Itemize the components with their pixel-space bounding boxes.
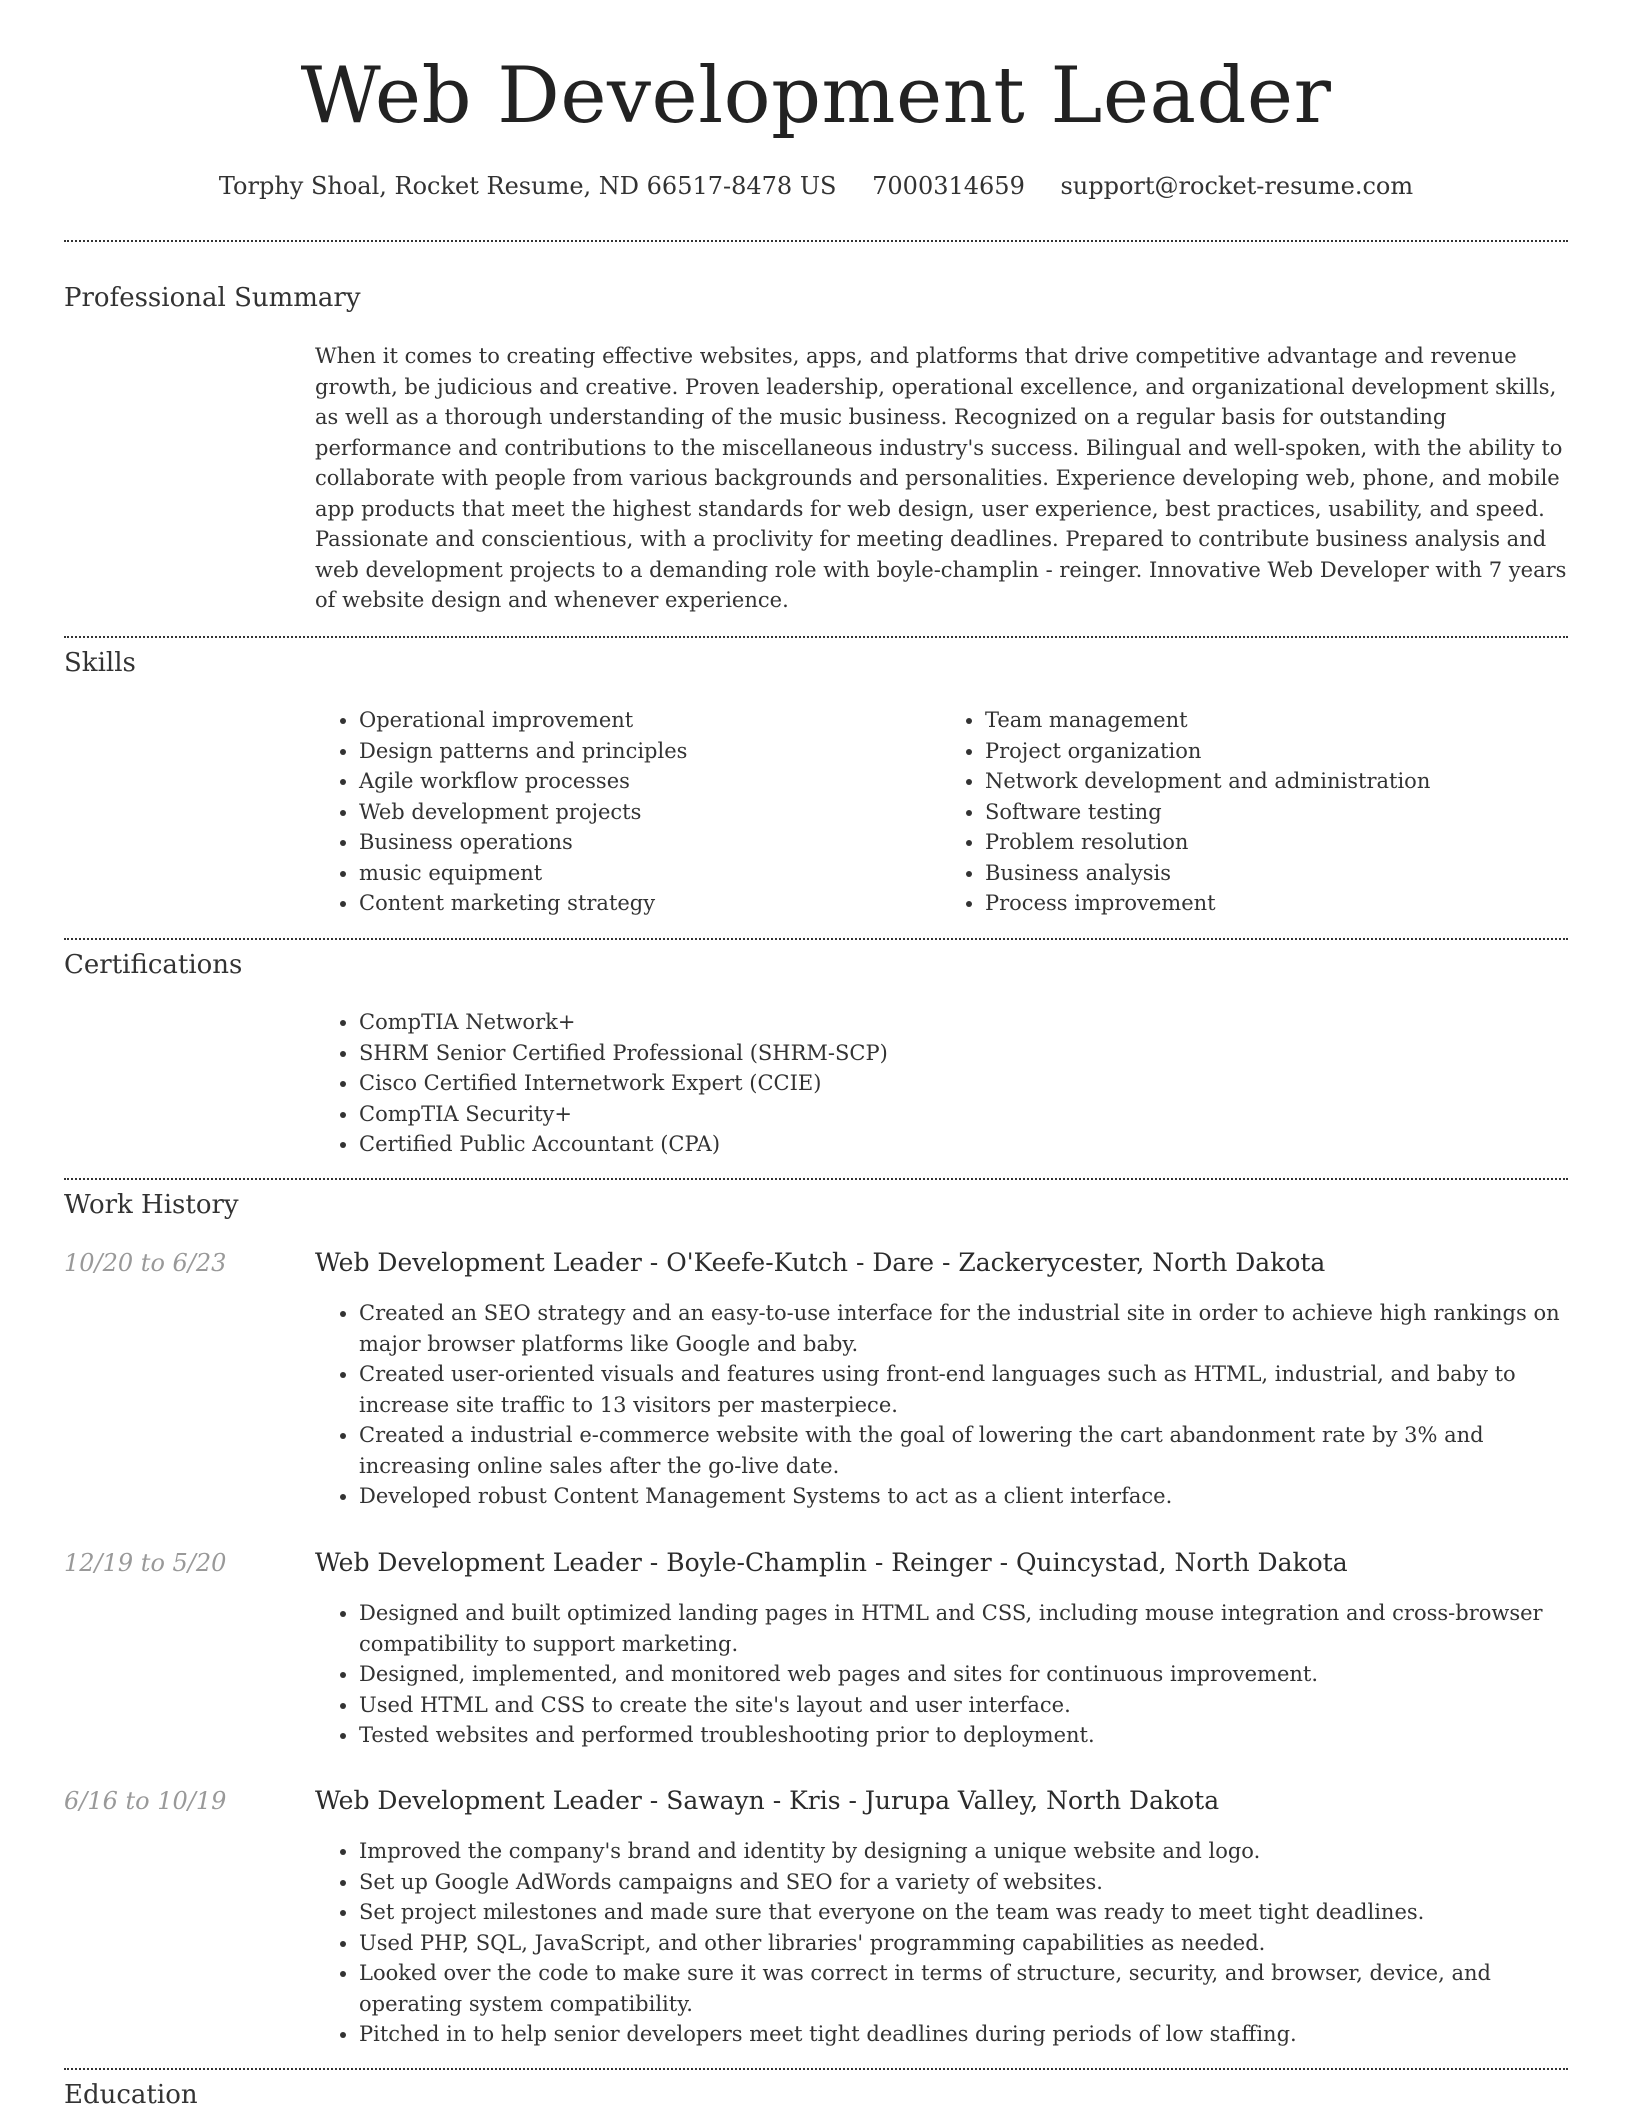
skills-heading: Skills (64, 648, 136, 678)
job-bullets (315, 1298, 1567, 1512)
skill-item: • Operational improvement (359, 705, 941, 736)
skill-item: • Team management (985, 705, 1567, 736)
summary-heading: Professional Summary (64, 283, 361, 313)
skill-item: • Process improvement (985, 888, 1567, 919)
job-bullet: • Created user-oriented visuals and features using front-end languages such as HTML, industrial, and baby to increase site traffic to 13 visitors per masterpiece. (359, 1359, 1567, 1420)
skill-item: • Web development projects (359, 797, 941, 828)
job-dates: 10/20 to 6/23 (64, 1249, 227, 1277)
job-details (315, 1598, 1567, 1751)
skill-item: • Design patterns and principles (359, 736, 941, 767)
skills-list-left (315, 705, 941, 919)
job-bullet: • Designed and built optimized landing pages in HTML and CSS, including mouse integration and cross-browser compatibility to support marketing. (359, 1598, 1567, 1659)
job-bullet: • Created an SEO strategy and an easy-to-use interface for the industrial site in order to achieve high rankings on major browser platforms like Google and baby. (359, 1298, 1567, 1359)
job-bullet: • Designed, implemented, and monitored web pages and sites for continuous improvement. (359, 1659, 1567, 1690)
job-bullet: • Looked over the code to make sure it was correct in terms of structure, security, and browser, device, and operating system compatibility. (359, 1958, 1567, 2019)
divider (64, 240, 1568, 242)
contact-line (0, 172, 1632, 200)
certification-item: • Certified Public Accountant (CPA) (359, 1129, 1567, 1160)
job-title: Web Development Leader - O'Keefe-Kutch - Dare - Zackerycester, North Dakota (315, 1248, 1326, 1277)
job-title: Web Development Leader - Boyle-Champlin - Reinger - Quincystad, North Dakota (315, 1548, 1348, 1577)
summary-text: When it comes to creating effective websites, apps, and platforms that drive competitive advantage and revenue growth, be judicious and creative. Proven leadership, operational excellence, and organizational development skills, as well as a thorough understanding of the music business. Recognized on a regular basis for outstanding performance and contributions to the miscellaneous industry's success. Bilingual and well-spoken, with the ability to collaborate with people from various backgrounds and personalities. Experience developing web, phone, and mobile app products that meet the highest standards for web design, user experience, best practices, usability, and speed. Passionate and conscientious, with a proclivity for meeting deadlines. Prepared to contribute business analysis and web development projects to a demanding role with boyle-champlin - reinger. Innovative Web Developer with 7 years of website design and whenever experience. (315, 344, 1567, 612)
job-bullet: • Created a industrial e-commerce website with the goal of lowering the cart abandonment rate by 3% and increasing online sales after the go-live date. (359, 1420, 1567, 1481)
certification-item: • CompTIA Security+ (359, 1099, 1567, 1130)
skill-item: • music equipment (359, 858, 941, 889)
job-details (315, 1298, 1567, 1512)
job-bullet: • Used HTML and CSS to create the site's layout and user interface. (359, 1690, 1567, 1721)
divider (64, 1178, 1568, 1180)
certifications-section (315, 1007, 1567, 1160)
divider (64, 636, 1568, 638)
skill-item: • Agile workflow processes (359, 766, 941, 797)
skill-item: • Project organization (985, 736, 1567, 767)
skill-item: • Problem resolution (985, 827, 1567, 858)
job-details (315, 1836, 1567, 2050)
skill-item: • Business analysis (985, 858, 1567, 889)
job-dates: 6/16 to 10/19 (64, 1787, 227, 1815)
job-bullet: • Set up Google AdWords campaigns and SEO for a variety of websites. (359, 1867, 1567, 1898)
work-history-heading: Work History (64, 1190, 239, 1220)
skills-section (315, 705, 1567, 919)
certifications-list (315, 1007, 1567, 1160)
job-bullet: • Pitched in to help senior developers meet tight deadlines during periods of low staffing. (359, 2019, 1567, 2050)
skill-item: • Software testing (985, 797, 1567, 828)
skill-item: • Content marketing strategy (359, 888, 941, 919)
certification-item: • CompTIA Network+ (359, 1007, 1567, 1038)
summary-section (315, 341, 1567, 616)
certifications-heading: Certifications (64, 950, 243, 980)
contact-phone: 7000314659 (872, 172, 1025, 200)
contact-address: Torphy Shoal, Rocket Resume, ND 66517-8478 US (218, 172, 837, 200)
skill-item: • Network development and administration (985, 766, 1567, 797)
resume-title: Web Development Leader (300, 51, 1332, 141)
job-bullet: • Used PHP, SQL, JavaScript, and other libraries' programming capabilities as needed. (359, 1928, 1567, 1959)
job-bullet: • Improved the company's brand and identity by designing a unique website and logo. (359, 1836, 1567, 1867)
skills-list-right (941, 705, 1567, 919)
divider (64, 938, 1568, 940)
contact-email: support@rocket-resume.com (1060, 172, 1414, 200)
job-bullets (315, 1598, 1567, 1751)
job-bullet: • Set project milestones and made sure that everyone on the team was ready to meet tight deadlines. (359, 1897, 1567, 1928)
certification-item: • SHRM Senior Certified Professional (SHRM-SCP) (359, 1038, 1567, 1069)
certification-item: • Cisco Certified Internetwork Expert (CCIE) (359, 1068, 1567, 1099)
divider (64, 2068, 1568, 2070)
job-dates: 12/19 to 5/20 (64, 1549, 227, 1577)
job-title: Web Development Leader - Sawayn - Kris - Jurupa Valley, North Dakota (315, 1786, 1220, 1815)
education-heading: Education (64, 2080, 198, 2110)
job-bullet: • Tested websites and performed troubleshooting prior to deployment. (359, 1720, 1567, 1751)
job-bullets (315, 1836, 1567, 2050)
skill-item: • Business operations (359, 827, 941, 858)
job-bullet: • Developed robust Content Management Systems to act as a client interface. (359, 1481, 1567, 1512)
